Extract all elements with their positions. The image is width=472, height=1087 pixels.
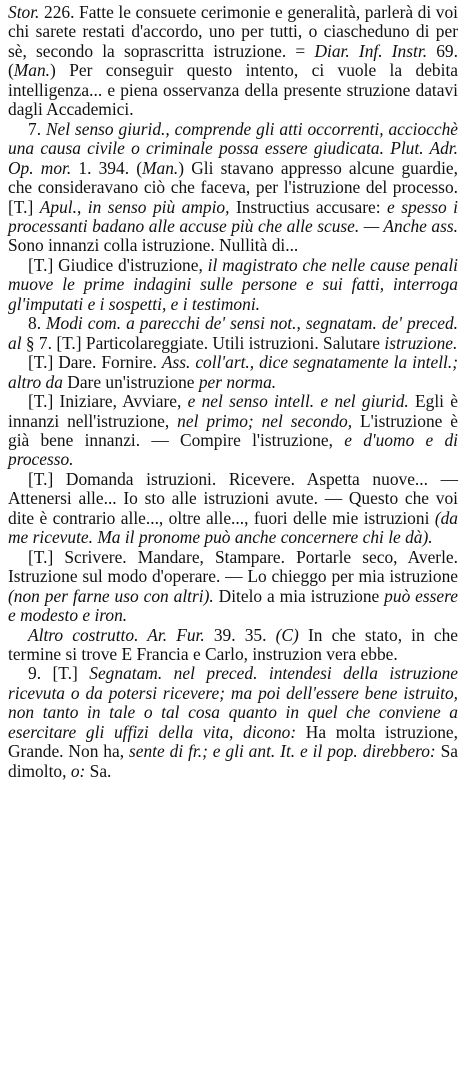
text-segment: Dare un'istruzione: [62, 371, 199, 392]
italic-text-segment: Nel senso giurid., comprende gli atti occorrenti, acciocchè una causa civile o criminale possa essere giudicata. Plut. Adr. Op. mor.: [8, 118, 459, 178]
italic-text-segment: Stor.: [8, 2, 40, 22]
text-segment: Sa dimolto,: [8, 741, 458, 781]
text-segment: [T.] Domanda istruzioni. Ricevere. Aspetta nuove... — Attenersi alle... Io sto alle istruzioni avute. — Questo che voi dite è contrario alle..., oltre alle..., fuori delle mie istruzioni: [8, 468, 458, 528]
italic-text-segment: Segnatam. nel preced. intendesi della istruzione ricevuta o da potersi ricevere; ma poi dell'essere bene istruito, non tanto in tale o tal cosa quanto in quel che conviene a esercitare gli uffizi della vita, dicono:: [8, 663, 458, 742]
paragraph-iniziare: [8, 392, 458, 470]
italic-text-segment: Ass. coll'art., dice segnatamente la intell.; altro da: [8, 352, 459, 392]
italic-text-segment: (C): [275, 624, 299, 645]
text-segment: 226. Fatte le consuete cerimonie e generalità, parlerà di voi chi sarete restati d'accordo, uno per tutti, o ciascheduno di per sè, secondo la soprascritta istruzione. =: [8, 2, 458, 61]
text-segment: Egli è innanzi nell'istruzione,: [8, 391, 458, 431]
italic-text-segment: Altro costrutto. Ar. Fur.: [28, 624, 205, 645]
italic-text-segment: (da me ricevute. Ma il pronome può anche concernere chi le dà).: [8, 507, 458, 548]
text-segment: [T.] Dare. Fornire.: [28, 352, 162, 373]
text-segment: In che stato, in che termine si trove E Francia e Carlo, instruzion vera ebbe.: [8, 624, 458, 664]
text-segment: ) Per conseguir questo intento, ci vuole la debita intelligenza... e piena osservanza della presente struzione datavi dagli Accademici.: [8, 60, 458, 120]
italic-text-segment: Apul.: [39, 196, 77, 217]
italic-text-segment: (non per farne uso con altri).: [8, 585, 214, 606]
text-segment: Sono innanzi colla istruzione. Nullità di...: [8, 235, 299, 256]
text-segment: Ditelo a mia istruzione: [213, 585, 385, 606]
italic-text-segment: nel primo; nel secondo,: [177, 410, 353, 431]
text-segment: [T.] Giudice d'istruzione,: [28, 254, 208, 275]
italic-text-segment: il magistrato che nelle cause penali muove le prime indagini sulle persone e sui fatti, interroga gl'imputati e i sospetti, e i testimoni.: [8, 254, 458, 314]
italic-text-segment: può essere e modesto e iron.: [8, 585, 458, 626]
text-segment: 9. [T.]: [28, 663, 90, 684]
text-segment: 8.: [28, 313, 47, 334]
italic-text-segment: Man.: [13, 60, 51, 81]
italic-text-segment: istruzione.: [384, 332, 458, 353]
text-segment: Instructius accusare:: [229, 196, 388, 217]
italic-text-segment: Man.: [142, 157, 179, 178]
paragraph-domanda: [8, 470, 458, 548]
text-segment: ,: [76, 196, 88, 217]
italic-text-segment: Diar. Inf. Instr.: [314, 40, 428, 61]
paragraph-giudice-istruzione: [8, 256, 458, 314]
paragraph-altro-costrutto: [8, 626, 458, 665]
italic-text-segment: per norma.: [198, 371, 277, 392]
text-segment: 69. (: [8, 40, 458, 81]
text-segment: 1. 394. (: [71, 157, 143, 178]
italic-text-segment: e nel senso intell. e nel giurid.: [187, 391, 409, 412]
text-segment: ) Gli stavano appresso alcune guardie, che consideravano ciò che faceva, per l'istruzione del processo. [T.]: [8, 157, 458, 217]
paragraph-storia-quote: [8, 3, 458, 120]
paragraph-scrivere: [8, 548, 458, 626]
italic-text-segment: Modi com. a parecchi de' sensi not., segnatam. de' preced. al: [8, 313, 458, 353]
paragraph-sense-7: [8, 120, 458, 256]
text-segment: [T.] Iniziare, Avviare,: [28, 391, 188, 412]
italic-text-segment: in senso più ampio,: [87, 196, 230, 217]
paragraph-sense-8: [8, 314, 458, 353]
text-segment: § 7. [T.] Particolareggiate. Utili istruzioni. Salutare: [21, 332, 385, 353]
italic-text-segment: sente di fr.; e gli ant. It. e il pop. direbbero:: [128, 741, 436, 762]
italic-text-segment: e d'uomo e di processo.: [8, 429, 458, 470]
paragraph-sense-9: [8, 664, 458, 781]
text-segment: [T.] Scrivere. Mandare, Stampare. Portarle seco, Averle. Istruzione sul modo d'operare. — Lo chieggo per mia istruzione: [8, 546, 458, 587]
text-segment: Ha molta istruzione, Grande. Non ha,: [8, 721, 458, 762]
text-segment: 7.: [28, 118, 46, 139]
italic-text-segment: e spesso i processanti badano alle accuse più che alle scuse. — Anche ass.: [8, 196, 458, 236]
paragraph-dare-fornire: [8, 353, 458, 392]
text-segment: L'istruzione è già bene innanzi. — Compire l'istruzione,: [8, 410, 459, 450]
text-segment: Sa.: [85, 760, 112, 781]
text-segment: 39. 35.: [204, 624, 276, 645]
italic-text-segment: o:: [70, 760, 86, 781]
